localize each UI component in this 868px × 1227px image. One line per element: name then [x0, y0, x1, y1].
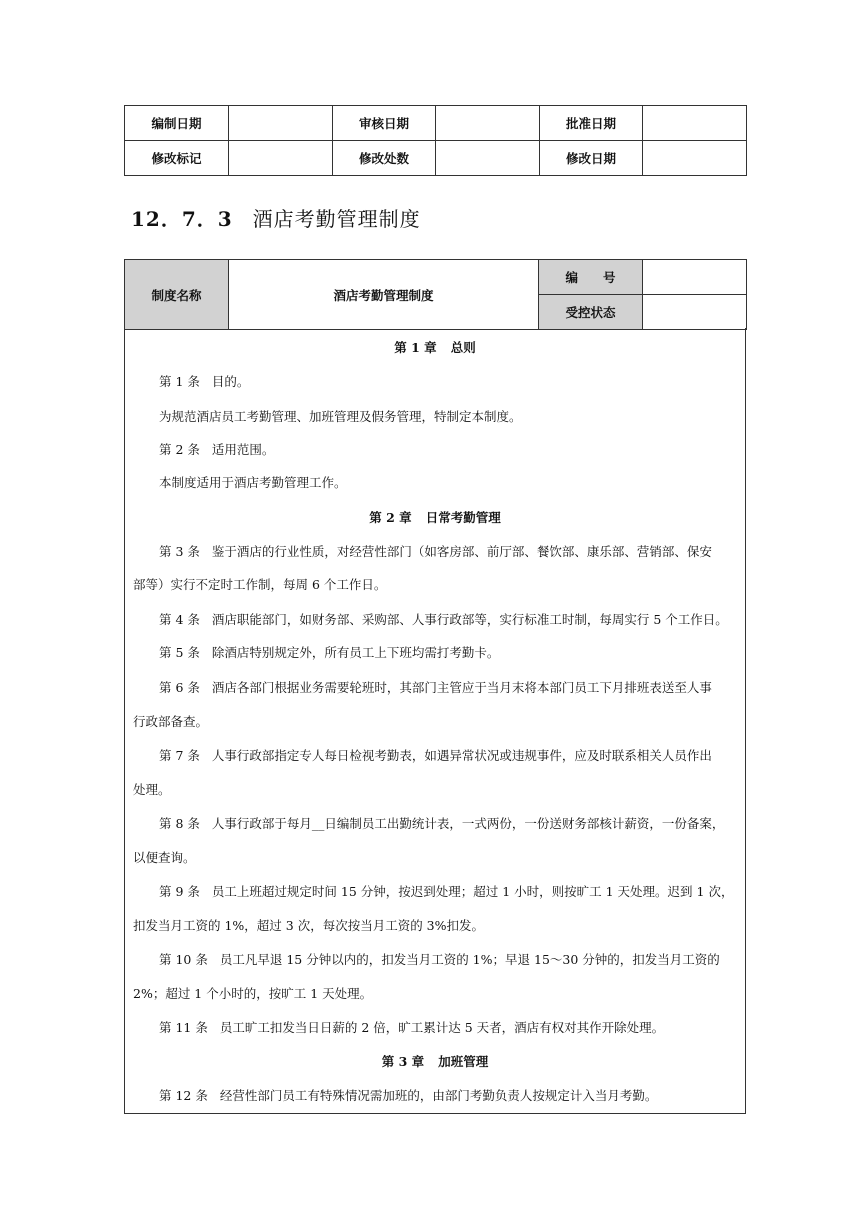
article-text: 酒店各部门根据业务需要轮班时，其部门主管应于当月末将本部门员工下月排班表送至人事 [211, 680, 712, 695]
article [159, 816, 737, 832]
article-text: 员工上班超过规定时间 15 分钟，按迟到处理；超过 1 小时，则按旷工 1 天处理。迟到 1 次， [211, 884, 734, 899]
revision-table [124, 105, 747, 176]
chapter-title: 总则 [450, 340, 476, 355]
article-continuation: 行政部备查。 [133, 714, 209, 729]
control-status-label: 受控状态 [539, 295, 643, 330]
modify-count-value [436, 141, 540, 176]
article [159, 1020, 737, 1036]
article [159, 645, 737, 661]
article-label: 第 1 条 [159, 374, 200, 389]
article-continuation: 扣发当月工资的 1%，超过 3 次，每次按当月工资的 3%扣发。 [133, 918, 485, 933]
article-label: 第 9 条 [159, 884, 200, 899]
article-label: 第 4 条 [159, 612, 200, 627]
revision-row [125, 106, 747, 141]
article-text: 适用范围。 [211, 442, 275, 457]
article [159, 612, 737, 628]
article-label: 第 8 条 [159, 816, 200, 831]
article-continuation: 部等）实行不定时工作制，每周 6 个工作日。 [133, 577, 387, 592]
chapter-heading [125, 510, 745, 526]
article [159, 884, 737, 900]
chapter-label: 第 3 章 [381, 1054, 425, 1069]
approve-date-value [643, 106, 747, 141]
article-text: 员工旷工扣发当日日薪的 2 倍，旷工累计达 5 天者，酒店有权对其作开除处理。 [219, 1020, 665, 1035]
chapter-label: 第 1 章 [394, 340, 437, 355]
article-label: 第 2 条 [159, 442, 200, 457]
article [159, 748, 737, 764]
chapter-title: 日常考勤管理 [425, 510, 501, 525]
policy-name-value: 酒店考勤管理制度 [229, 260, 539, 330]
modify-mark-label: 修改标记 [125, 141, 229, 176]
article-text: 除酒店特别规定外，所有员工上下班均需打考勤卡。 [211, 645, 500, 660]
policy-name-label: 制度名称 [125, 260, 229, 330]
article-text: 酒店职能部门，如财务部、采购部、人事行政部等，实行标准工时制，每周实行 5 个工作日。 [211, 612, 728, 627]
policy-header-table [124, 259, 747, 330]
chapter-title: 加班管理 [438, 1054, 489, 1069]
code-value [643, 260, 747, 295]
article-label: 第 11 条 [159, 1020, 208, 1035]
modify-mark-value [229, 141, 333, 176]
revision-row [125, 141, 747, 176]
modify-date-label: 修改日期 [540, 141, 643, 176]
modify-date-value [643, 141, 747, 176]
article-text: 经营性部门员工有特殊情况需加班的，由部门考勤负责人按规定计入当月考勤。 [219, 1088, 658, 1103]
article-text: 人事行政部指定专人每日检视考勤表，如遇异常状况或违规事件，应及时联系相关人员作出 [211, 748, 712, 763]
article-continuation: 2%；超过 1 个小时的，按旷工 1 天处理。 [133, 986, 373, 1001]
compile-date-label: 编制日期 [125, 106, 229, 141]
code-label: 编 号 [539, 260, 643, 295]
chapter-heading [125, 340, 745, 356]
control-status-value [643, 295, 747, 330]
article-text: 人事行政部于每月__日编制员工出勤统计表，一式两份，一份送财务部核计薪资，一份备案， [211, 816, 725, 831]
section-title: 酒店考勤管理制度 [252, 207, 421, 231]
article-label: 第 10 条 [159, 952, 208, 967]
article-continuation: 处理。 [133, 782, 171, 797]
review-date-label: 审核日期 [333, 106, 436, 141]
article-label: 第 7 条 [159, 748, 200, 763]
article-label: 第 5 条 [159, 645, 200, 660]
article [159, 1088, 737, 1104]
article-text: 鉴于酒店的行业性质，对经营性部门（如客房部、前厅部、餐饮部、康乐部、营销部、保安 [211, 544, 712, 559]
approve-date-label: 批准日期 [540, 106, 643, 141]
article-continuation: 以便查询。 [133, 850, 196, 865]
chapter-heading [125, 1054, 745, 1070]
paragraph: 为规范酒店员工考勤管理、加班管理及假务管理，特制定本制度。 [159, 409, 522, 424]
article [159, 442, 737, 458]
article-text: 目的。 [211, 374, 250, 389]
modify-count-label: 修改处数 [333, 141, 436, 176]
article [159, 952, 737, 968]
chapter-label: 第 2 章 [369, 510, 412, 525]
article-label: 第 3 条 [159, 544, 200, 559]
article [159, 374, 737, 390]
article-label: 第 12 条 [159, 1088, 208, 1103]
section-number: 12．7．3 [131, 207, 233, 231]
article-label: 第 6 条 [159, 680, 200, 695]
article [159, 544, 737, 560]
paragraph: 本制度适用于酒店考勤管理工作。 [159, 475, 347, 490]
article-text: 员工凡早退 15 分钟以内的，扣发当月工资的 1%；早退 15～30 分钟的，扣发当月工资的 [219, 952, 720, 967]
section-heading [131, 203, 421, 232]
compile-date-value [229, 106, 333, 141]
policy-body [124, 328, 746, 1114]
article [159, 680, 737, 696]
review-date-value [436, 106, 540, 141]
